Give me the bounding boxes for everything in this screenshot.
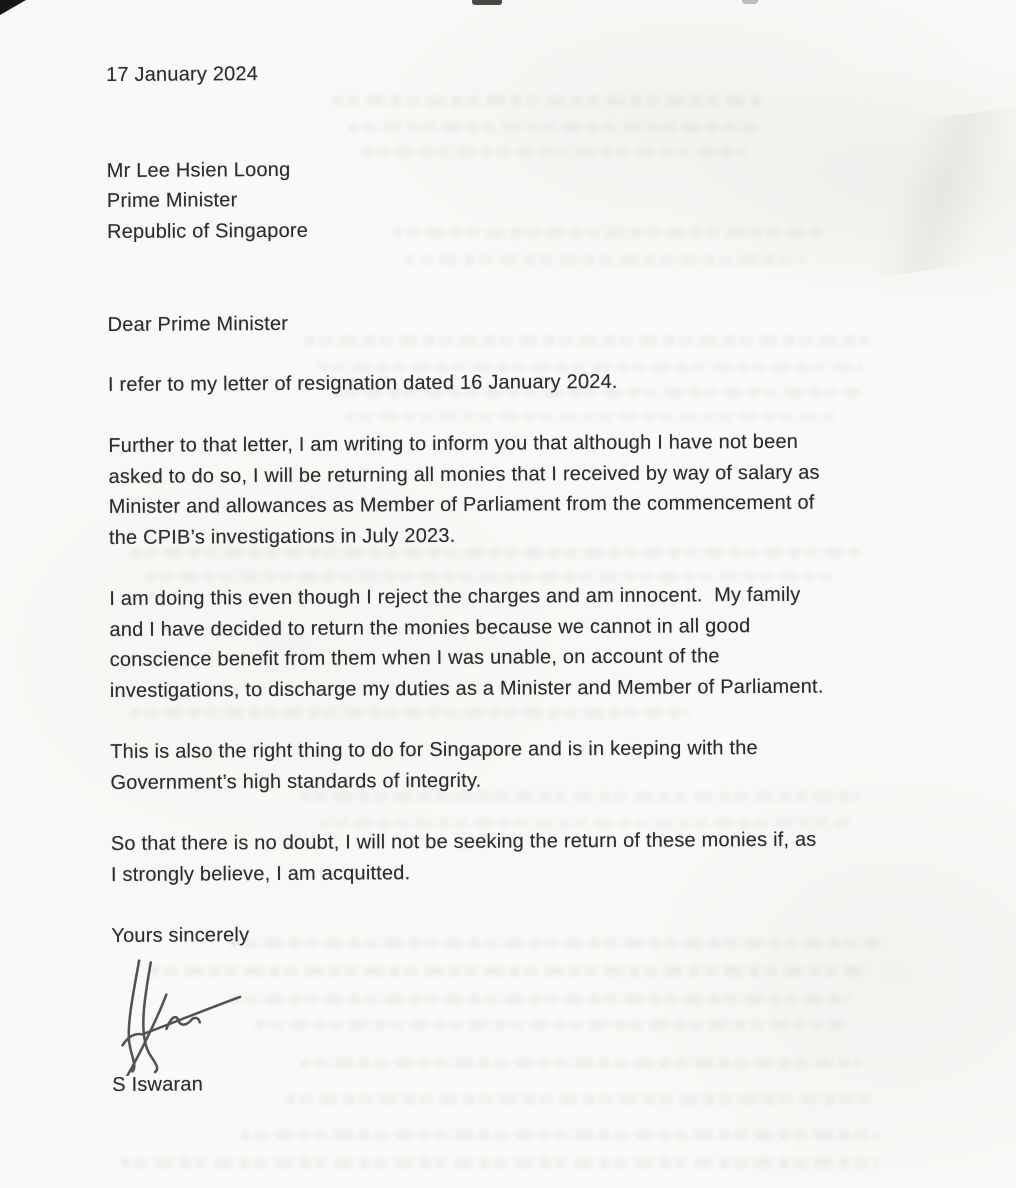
paragraph-line: I am doing this even though I reject the charges and am innocent. My family xyxy=(109,583,801,610)
paragraph-line: This is also the right thing to do for Singapore and is in keeping with the xyxy=(110,737,758,763)
letter-body xyxy=(108,364,971,890)
paragraph-line: asked to do so, I will be returning all monies that I received by way of salary as xyxy=(108,461,820,488)
closing: Yours sincerely xyxy=(111,924,250,947)
scan-edge-artifact xyxy=(472,0,502,5)
sender-name: S Iswaran xyxy=(112,1072,204,1096)
letter-date: 17 January 2024 xyxy=(106,63,259,86)
salutation: Dear Prime Minister xyxy=(107,312,289,336)
paragraph-line: I refer to my letter of resignation dated 16 January 2024. xyxy=(107,370,618,396)
paragraph-line: Further to that letter, I am writing to inform you that although I have not been xyxy=(108,430,799,457)
paragraph-line: Government’s high standards of integrity. xyxy=(110,769,482,794)
recipient-name: Mr Lee Hsien Loong xyxy=(106,158,291,182)
paragraph-line: investigations, to discharge my duties as a Minister and Member of Parliament. xyxy=(109,675,824,702)
paragraph-line: So that there is no doubt, I will not be seeking the return of these monies if, as xyxy=(110,828,817,855)
paragraph xyxy=(109,579,970,706)
paragraph xyxy=(110,732,970,798)
paragraph xyxy=(108,426,969,553)
signature-block xyxy=(99,944,972,1075)
recipient-org: Republic of Singapore xyxy=(106,219,309,243)
paragraph-line: conscience benefit from them when I was unable, on account of the xyxy=(109,645,720,671)
paragraph-line: and I have decided to return the monies because we cannot in all good xyxy=(109,614,751,641)
letter-content xyxy=(106,55,972,1100)
scan-corner-artifact xyxy=(0,0,26,15)
bleed-through-smudge xyxy=(240,1130,880,1140)
paragraph-line: I strongly believe, I am acquitted. xyxy=(110,861,411,886)
recipient-title: Prime Minister xyxy=(106,189,238,212)
paragraph xyxy=(108,364,968,400)
paragraph-line: the CPIB’s investigations in July 2023. xyxy=(108,524,456,549)
handwritten-signature-icon xyxy=(99,948,280,1075)
bleed-through-smudge xyxy=(120,1158,880,1168)
recipient-block xyxy=(107,150,968,247)
scan-edge-artifact xyxy=(742,0,758,4)
paragraph xyxy=(111,824,971,890)
paragraph-line: Minister and allowances as Member of Parliament from the commencement of xyxy=(108,491,815,518)
